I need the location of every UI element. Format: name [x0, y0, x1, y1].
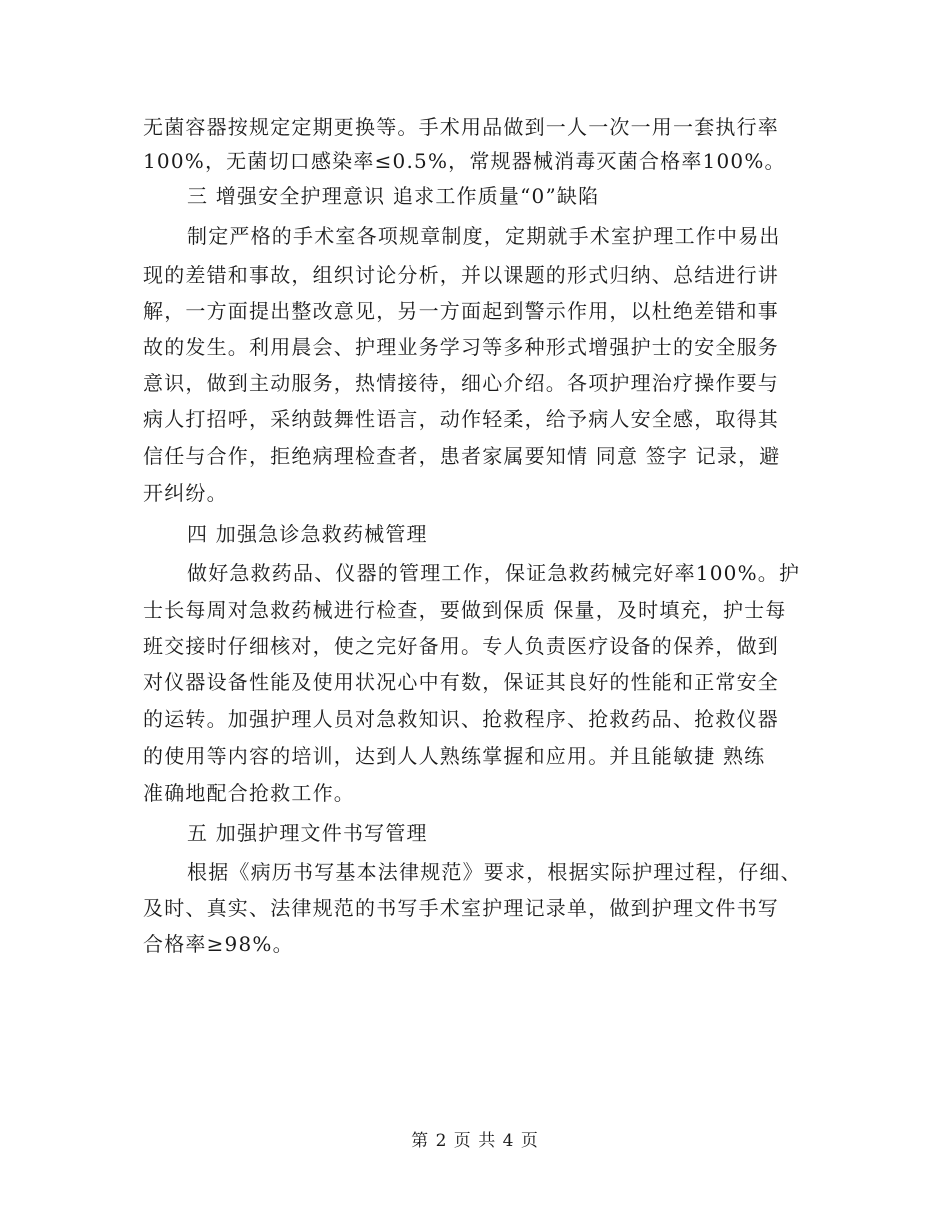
body-text-line: 100%，无菌切口感染率≤0.5%，常规器械消毒灭菌合格率100%。 — [143, 149, 786, 173]
body-text-line: 制定严格的手术室各项规章制度，定期就手术室护理工作中易出 — [187, 224, 781, 248]
body-text-line: 病人打招呼，采纳鼓舞性语言，动作轻柔，给予病人安全感，取得其 — [143, 407, 779, 431]
body-text-line: 对仪器设备性能及使用状况心中有数，保证其良好的性能和正常安全 — [143, 670, 779, 694]
body-text-line: 的使用等内容的培训，达到人人熟练掌握和应用。并且能敏捷 熟练 — [143, 744, 766, 768]
page-number-footer: 第 2 页 共 4 页 — [411, 1131, 539, 1151]
body-text-line: 准确地配合抢救工作。 — [143, 781, 355, 805]
body-text-line: 根据《病历书写基本法律规范》要求，根据实际护理过程，仔细、 — [187, 860, 802, 884]
body-text-line: 现的差错和事故，组织讨论分析，并以课题的形式归纳、总结进行讲 — [143, 263, 779, 287]
section-heading-5: 五 加强护理文件书写管理 — [187, 821, 428, 845]
body-text-line: 合格率≥98%。 — [143, 932, 294, 956]
body-text-line: 故的发生。利用晨会、护理业务学习等多种形式增强护士的安全服务 — [143, 335, 779, 359]
body-text-line: 无菌容器按规定定期更换等。手术用品做到一人一次一用一套执行率 — [143, 115, 779, 139]
body-text-line: 解，一方面提出整改意见，另一方面起到警示作用，以杜绝差错和事 — [143, 299, 779, 323]
body-text-line: 的运转。加强护理人员对急救知识、抢救程序、抢救药品、抢救仪器 — [143, 707, 779, 731]
section-heading-4: 四 加强急诊急救药械管理 — [187, 522, 428, 546]
body-text-line: 及时、真实、法律规范的书写手术室护理记录单，做到护理文件书写 — [143, 896, 779, 920]
body-text-line: 信任与合作，拒绝病理检查者，患者家属要知情 同意 签字 记录，避 — [143, 444, 781, 468]
body-text-line: 做好急救药品、仪器的管理工作，保证急救药械完好率100%。护 — [187, 561, 801, 585]
body-text-line: 开纠纷。 — [143, 481, 228, 505]
section-heading-3: 三 增强安全护理意识 追求工作质量“0”缺陷 — [187, 184, 600, 208]
body-text-line: 意识，做到主动服务，热情接待，细心介绍。各项护理治疗操作要与 — [143, 371, 779, 395]
body-text-line: 班交接时仔细核对，使之完好备用。专人负责医疗设备的保养，做到 — [143, 634, 779, 658]
body-text-line: 士长每周对急救药械进行检查，要做到保质 保量，及时填充，护士每 — [143, 598, 787, 622]
